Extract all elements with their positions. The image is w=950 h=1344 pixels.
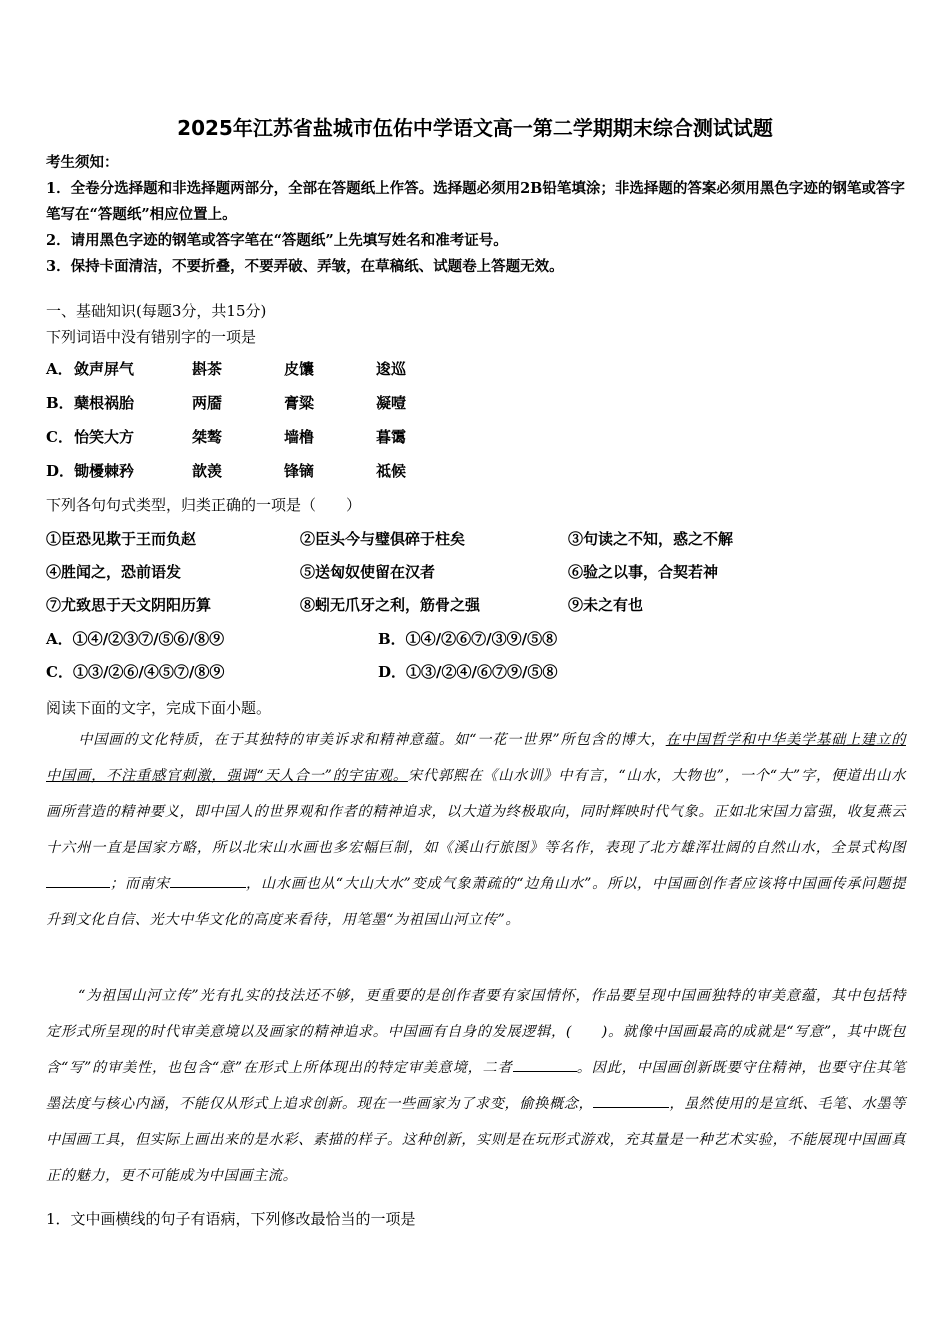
reading-question-1: 1．文中画横线的句子有语病，下列修改最恰当的一项是: [46, 1210, 416, 1228]
underlined-sentence: 在中国哲学和中华美学基础上建立的中国画，不注重感官刺激，强调“天人合一”的宇宙观。: [46, 732, 906, 784]
blank-line: [170, 873, 246, 888]
blank-line: [593, 1093, 669, 1108]
reading-paragraph-1: [46, 722, 906, 938]
option-word: 两靥: [192, 394, 223, 412]
option-word: 暮霭: [376, 428, 407, 446]
option-label: B．: [46, 394, 74, 412]
option-word: 逡巡: [376, 360, 407, 378]
sentence-item: ⑦尤致思于天文阴阳历算: [46, 596, 212, 614]
q2-option-b: B．①④/②⑥⑦/③⑨/⑤⑧: [378, 630, 558, 648]
reading-paragraph-2: [46, 978, 906, 1194]
q2-option-c: C．①③/②⑥/④⑤⑦/⑧⑨: [46, 663, 225, 681]
option-word: 墙橹: [284, 428, 315, 446]
option-word: 敛声屏气: [74, 360, 135, 378]
p2-sentence: ，虽然使用的是宣纸、毛笔、水墨等中国画工具，但实际上画出来的是水彩、素描的样子。这种创新，实则是在玩形式游戏，充其量是一种艺术实验，不能展现中国画真正的魅力，更不可能成为中国画主流。: [46, 1096, 907, 1184]
option-word: 斟茶: [192, 360, 223, 378]
notice-item-1: 1．全卷分选择题和非选择题两部分，全部在答题纸上作答。选择题必须用2B铅笔填涂；非选择题的答案必须用黑色字迹的钢笔或答字笔写在“答题纸”相应位置上。: [46, 180, 905, 223]
notice-item-3: 3．保持卡面清洁，不要折叠，不要弄破、弄皱，在草稿纸、试题卷上答题无效。: [46, 258, 564, 275]
option-word: 皮馕: [284, 360, 315, 378]
sentence-item: ⑥验之以事，合契若神: [568, 563, 719, 581]
option-word: 怡笑大方: [74, 428, 135, 446]
option-word: 膏粱: [284, 394, 315, 412]
option-word: 锋镝: [284, 462, 315, 480]
option-word: 凝噎: [376, 394, 407, 412]
page-title: 2025年江苏省盐城市伍佑中学语文高一第二学期期末综合测试试题: [177, 116, 773, 140]
q2-option-a: A．①④/②③⑦/⑤⑥/⑧⑨: [46, 630, 225, 648]
notice-heading: 考生须知：: [46, 154, 119, 171]
option-word: 锄櫌棘矜: [74, 462, 135, 480]
p2-sentence: “为祖国山河立传”光有扎实的技法还不够，更重要的是创作者要有家国情怀，作品要呈现中国画独特的审美意蕴，其中包括特定形式所呈现的时代审美意境以及画家的精神追求。中国画有自身的发展逻辑，( )。就像中国画最高的成就是“写意”，其中既包含“写”的审美性，也包含“意”在形式上所体现出的特定审美意境，二者: [46, 988, 906, 1076]
option-word: 桀骜: [192, 428, 223, 446]
p1-sentence: ，山水画也从“大山大水”变成气象萧疏的“边角山水”。所以，中国画创作者应该将中国画传承问题提升到文化自信、光大中华文化的高度来看待，用笔墨“为祖国山河立传”。: [46, 876, 906, 928]
option-word: 祗候: [376, 462, 407, 480]
section-heading: 一、基础知识(每题3分，共15分): [46, 302, 267, 320]
sentence-item: ③句读之不知，惑之不解: [568, 530, 734, 548]
p2-sentence: 。因此，中国画创新既要守住精神，也要守住其笔墨法度与核心内涵，不能仅从形式上追求创新。现在一些画家为了求变，偷换概念，: [46, 1060, 906, 1112]
reading-intro: 阅读下面的文字，完成下面小题。: [46, 699, 272, 717]
sentence-item: ④胜闻之，恐前语发: [46, 563, 182, 581]
option-label: C．: [46, 428, 73, 446]
blank-line: [513, 1057, 577, 1072]
option-word: 歆羡: [192, 462, 223, 480]
q1-stem: 下列词语中没有错别字的一项是: [46, 328, 257, 346]
sentence-item: ①臣恐见欺于王而负赵: [46, 530, 197, 548]
option-label: A．: [46, 360, 73, 378]
blank-line: [46, 873, 110, 888]
notice-block: [46, 150, 916, 280]
p1-sentence: 宋代郭熙在《山水训》中有言，“山水，大物也”，一个“大”字，便道出山水画所营造的精神要义，即中国人的世界观和作者的精神追求，以大道为终极取向，同时辉映时代气象。正如北宋国力富强，收复燕云十六州一直是国家方略，所以北宋山水画也多宏幅巨制，如《溪山行旅图》等名作，表现了北方雄浑壮阔的自然山水，全景式构图: [46, 768, 906, 856]
p1-sentence: ；而南宋: [110, 876, 170, 892]
q2-stem: 下列各句句式类型，归类正确的一项是（ ）: [46, 496, 362, 514]
option-word: 蘖根祸胎: [74, 394, 135, 412]
sentence-item: ⑧蚓无爪牙之利，筋骨之强: [300, 596, 481, 614]
notice-item-2: 2．请用黑色字迹的钢笔或答字笔在“答题纸”上先填写姓名和准考证号。: [46, 232, 508, 249]
sentence-item: ⑤送匈奴使留在汉者: [300, 563, 436, 581]
p1-sentence: 中国画的文化特质，在于其独特的审美诉求和精神意蕴。如“一花一世界”所包含的博大，: [78, 732, 666, 748]
sentence-item: ②臣头今与璧俱碎于柱矣: [300, 530, 466, 548]
sentence-item: ⑨未之有也: [568, 596, 644, 614]
q2-option-d: D．①③/②④/⑥⑦⑨/⑤⑧: [378, 663, 558, 681]
option-label: D．: [46, 462, 75, 480]
